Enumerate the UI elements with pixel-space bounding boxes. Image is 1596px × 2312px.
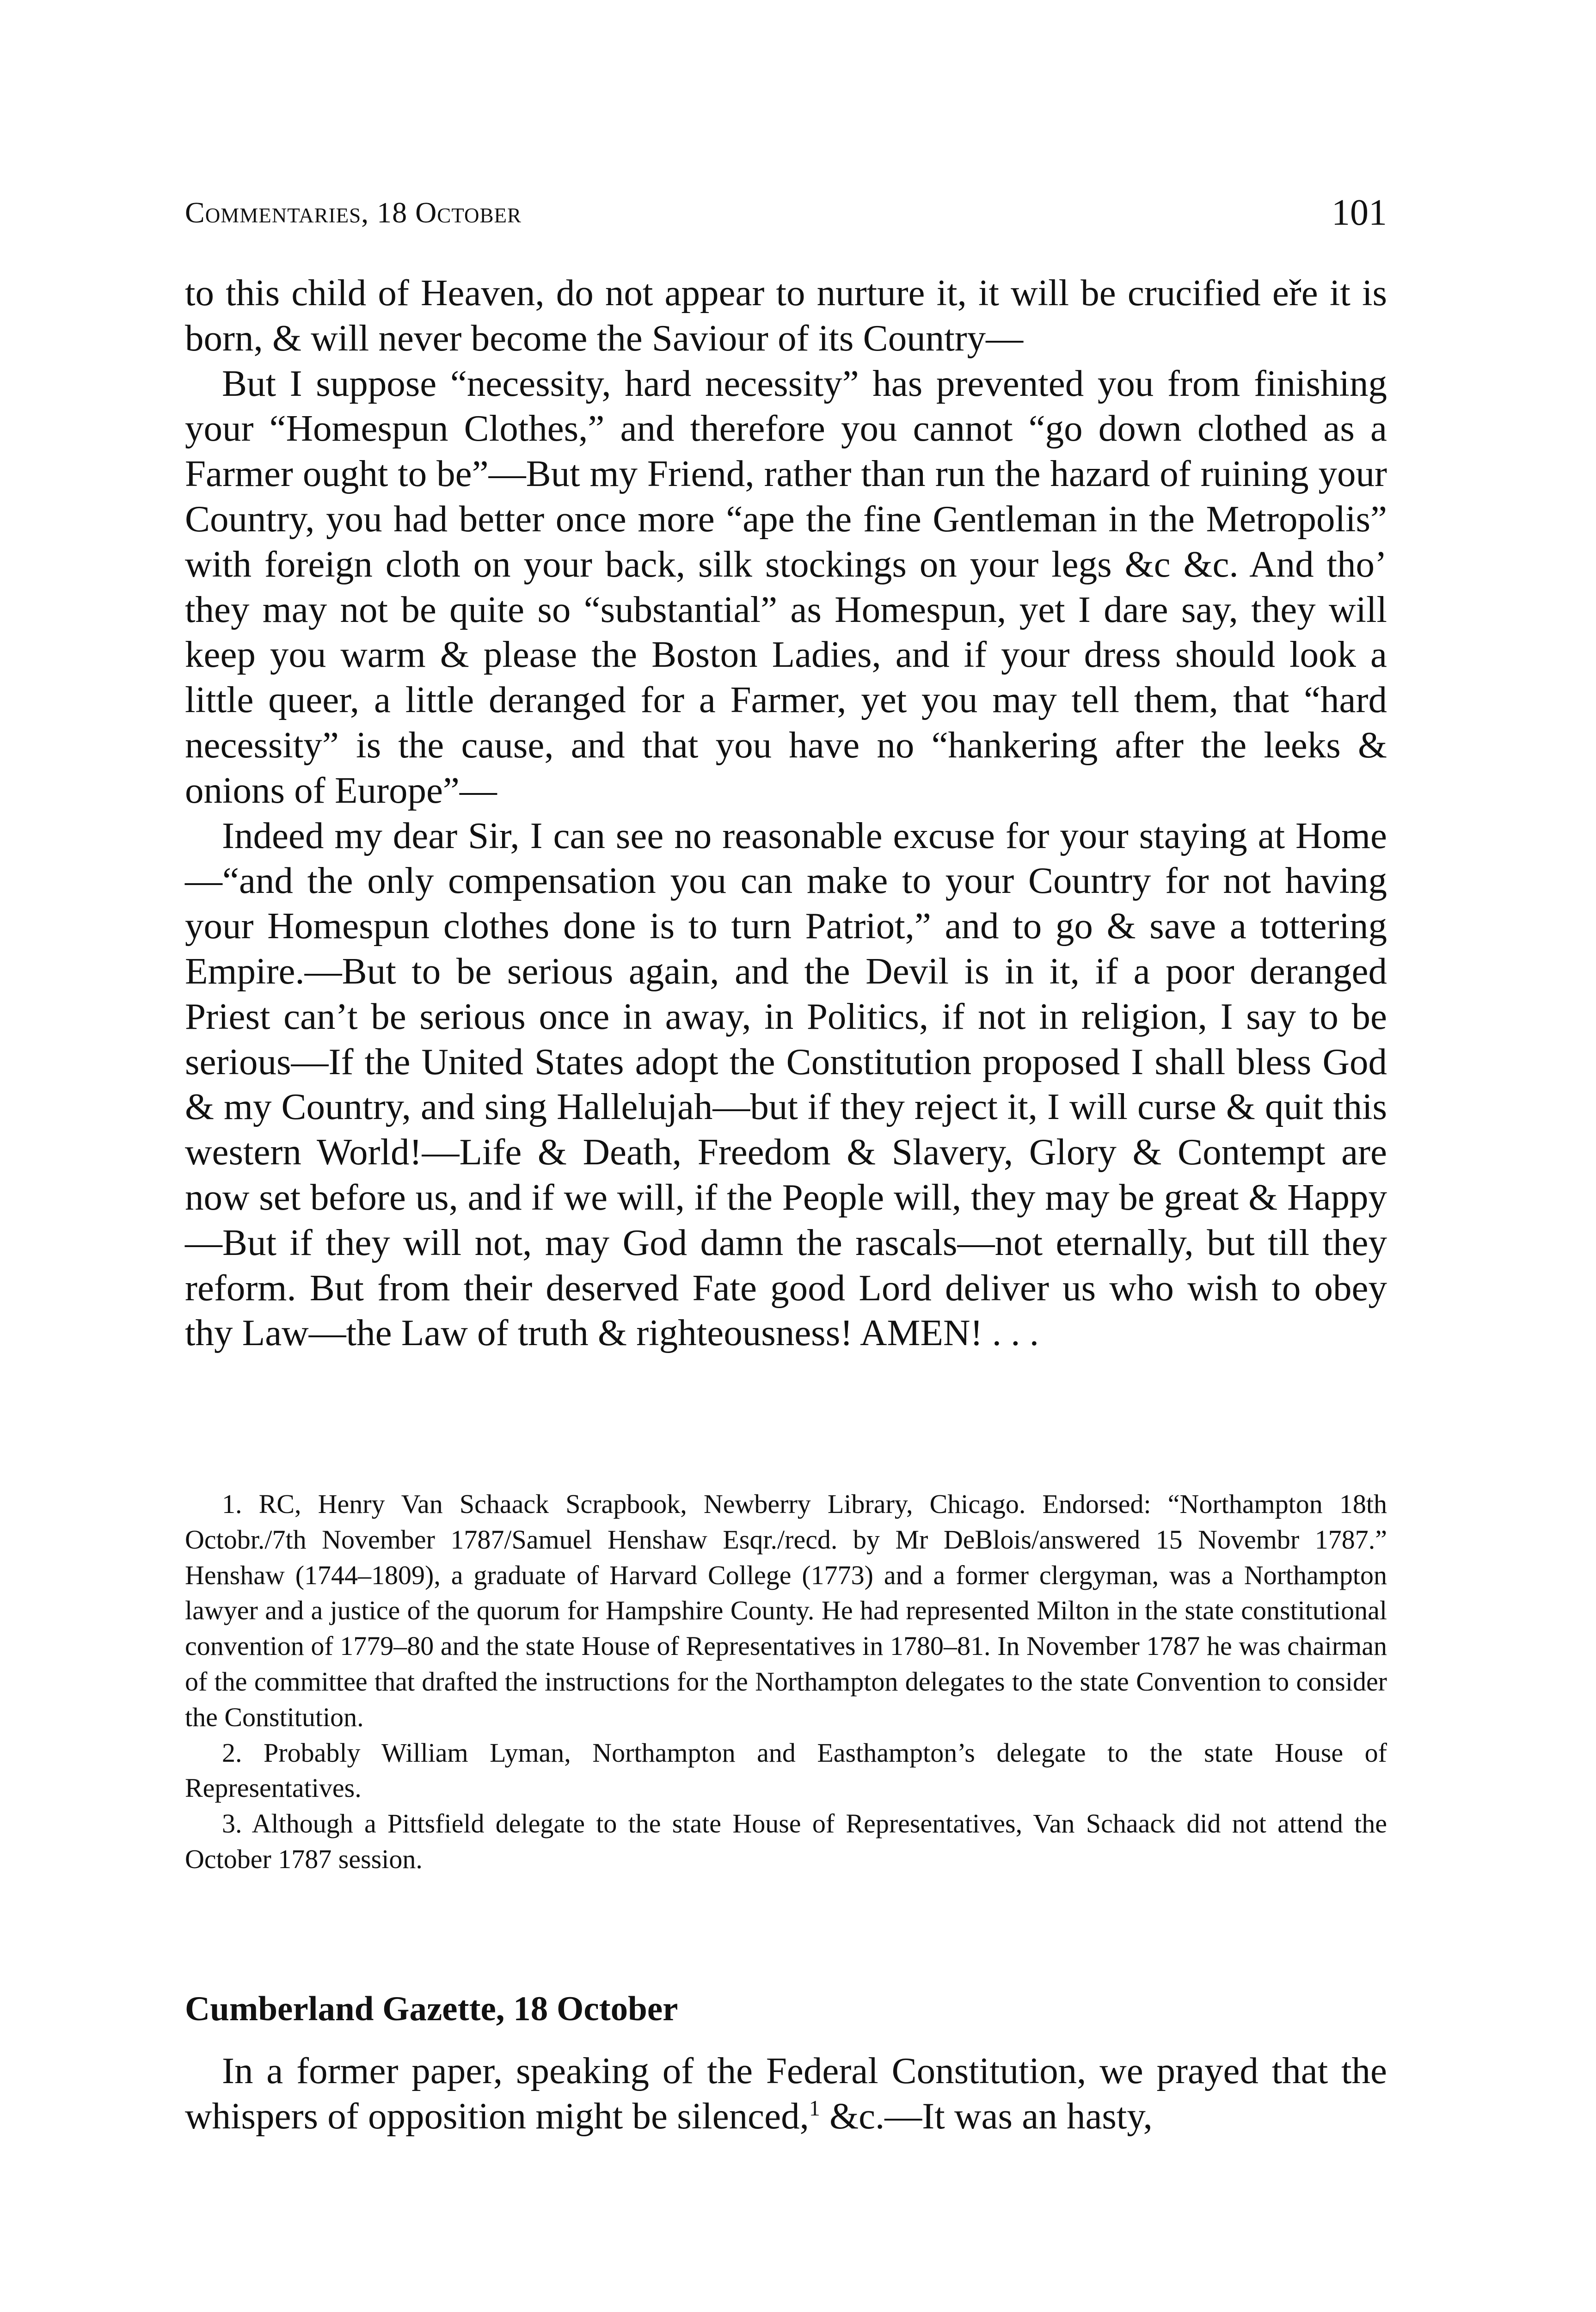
section-text-before: In a former paper, speaking of the Federal Constitution, we prayed that the whispers of opposition might be silenced, xyxy=(185,2050,1387,2137)
footnote-1: 1. RC, Henry Van Schaack Scrapbook, Newberry Library, Chicago. Endorsed: “Northampton 18th Octobr./7th November 1787/Samuel Henshaw Esqr./recd. by Mr DeBlois/answered 15 Novembr 1787.” Henshaw (1744–1809), a graduate of Harvard College (1773) and a former clergyman, was a Northampton lawyer and a justice of the quorum for Hampshire County. He had represented Milton in the state constitutional convention of 1779–80 and the state House of Representatives in 1780–81. In November 1787 he was chairman of the committee that drafted the instructions for the Northampton delegates to the state Convention to consider the Constitution. xyxy=(185,1489,1387,1732)
section-paragraph xyxy=(185,2048,1387,2139)
section-heading: Cumberland Gazette, 18 October xyxy=(185,1990,678,2028)
footnote-reference: 1 xyxy=(809,2096,820,2121)
body-paragraph: to this child of Heaven, do not appear to nurture it, it will be crucified eře it is born, & will never become the Saviour of its Country— xyxy=(185,272,1387,359)
section-text-after: &c.—It was an hasty, xyxy=(820,2095,1153,2137)
letter-body xyxy=(185,271,1387,1356)
page-number: 101 xyxy=(1332,192,1387,233)
footnote-3: 3. Although a Pittsfield delegate to the state House of Representatives, Van Schaack did not attend the October 1787 session. xyxy=(185,1808,1387,1874)
section-text xyxy=(185,2048,1387,2139)
body-paragraph: Indeed my dear Sir, I can see no reasonable excuse for your staying at Home—“and the only compensation you can make to your Country for not having your Homespun clothes done is to turn Patriot,” and to go & save a tottering Empire.—But to be serious again, and the Devil is in it, if a poor deranged Priest can’t be serious once in away, in Politics, if not in religion, I say to be serious—If the United States adopt the Constitution proposed I shall bless God & my Country, and sing Hallelujah—but if they reject it, I will curse & quit this western World!—Life & Death, Freedom & Slavery, Glory & Contempt are now set before us, and if we will, if the People will, they may be great & Happy—But if they will not, may God damn the rascals—not eternally, but till they reform. But from their deserved Fate good Lord deliver us who wish to obey thy Law—the Law of truth & righteousness! AMEN! . . . xyxy=(185,814,1387,1354)
running-title: Commentaries, 18 October xyxy=(185,196,522,229)
running-head xyxy=(185,187,1387,238)
footnote-2: 2. Probably William Lyman, Northampton and Easthampton’s delegate to the state House of Representatives. xyxy=(185,1737,1387,1803)
body-paragraph: But I suppose “necessity, hard necessity” has prevented you from finishing your “Homespun Clothes,” and therefore you cannot “go down clothed as a Farmer ought to be”—But my Friend, rather than run the hazard of ruining your Country, you had better once more “ape the fine Gentleman in the Metropolis” with foreign cloth on your back, silk stockings on your legs &c &c. And tho’ they may not be quite so “substantial” as Homespun, yet I dare say, they will keep you warm & please the Boston Ladies, and if your dress should look a little queer, a little deranged for a Farmer, yet you may tell them, that “hard necessity” is the cause, and that you have no “hankering after the leeks & onions of Europe”— xyxy=(185,362,1387,811)
footnotes xyxy=(185,1487,1387,1877)
